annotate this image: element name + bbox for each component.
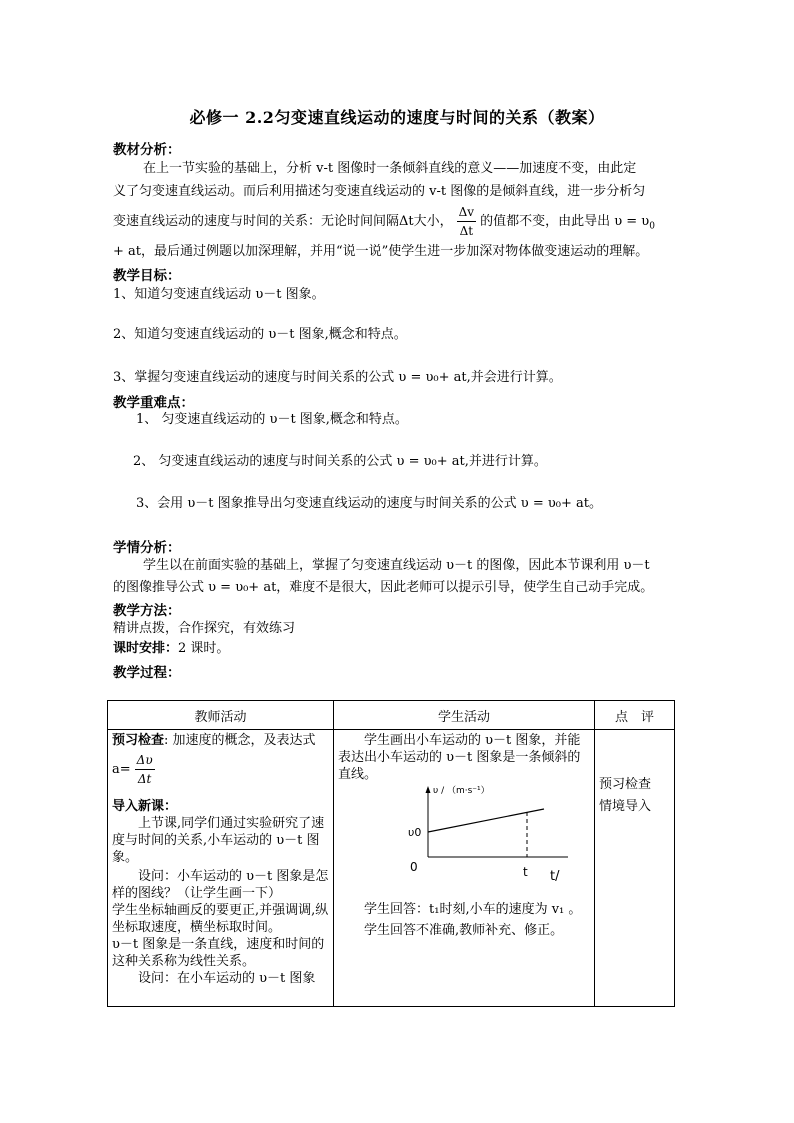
student-para-3: 学生回答不准确,教师补充、修正。	[364, 923, 564, 938]
header-teacher: 教师活动	[108, 701, 334, 730]
y-axis-label: υ / （m·s⁻¹）	[433, 786, 490, 796]
key-point-3: 3、会用 υ－t 图象推导出匀变速直线运动的速度与时间关系的公式 υ = υ₀+ at。	[136, 496, 602, 511]
analysis-line-3	[113, 203, 683, 245]
analysis-subscript: 0	[649, 221, 655, 232]
header-comment: 点 评	[595, 701, 675, 730]
teacher-para-4: υ－t 图象是一条直线，速度和时间的这种关系称为线性关系。	[112, 937, 325, 969]
key-point-2: 2、 匀变速直线运动的速度与时间关系的公式 υ = υ₀+ at,并进行计算。	[133, 454, 547, 469]
teacher-para-5: 设问：在小车运动的 υ－t 图象	[138, 971, 316, 986]
teacher-para-3: 学生坐标轴画反的要更正,并强调调,纵坐标取速度，横坐标取时间。	[112, 903, 329, 935]
heading-analysis: 教材分析：	[113, 142, 181, 158]
v0-label: υ0	[408, 826, 422, 839]
t-tick-label: t	[523, 865, 528, 879]
heading-method: 教学方法：	[113, 603, 181, 619]
students-line-1: 学生以在前面实验的基础上，掌握了匀变速直线运动 υ－t 的图像，因此本节课利用 υ－t	[143, 558, 650, 573]
header-student: 学生活动	[334, 701, 595, 730]
y-axis-arrow	[426, 786, 431, 793]
delta-v-over-delta-t	[457, 203, 476, 240]
intro-heading	[112, 798, 329, 815]
formula-a: a=	[112, 762, 131, 777]
intro-colon: ：	[164, 799, 178, 814]
analysis-line-3b: 的值都不变，由此导出 υ = υ	[480, 214, 650, 229]
heading-process: 教学过程：	[113, 665, 181, 681]
goal-3: 3、掌握匀变速直线运动的速度与时间关系的公式 υ = υ₀+ at,并会进行计算。	[113, 370, 562, 385]
analysis-line-3a: 变速直线运动的速度与时间的关系：无论时间间隔Δt大小，	[113, 214, 453, 229]
acceleration-formula	[112, 751, 329, 788]
teacher-para-1: 上节课,同学们通过实验研究了速度与时间的关系,小车运动的 υ－t 图象。	[112, 816, 325, 865]
goal-1: 1、知道匀变速直线运动 υ－t 图象。	[113, 287, 325, 302]
formula-denominator: Δt	[137, 772, 152, 786]
hours-line	[113, 637, 683, 661]
student-para-1: 学生画出小车运动的 υ－t 图象，并能表达出小车运动的 υ－t 图象是一条倾斜的直线。	[338, 733, 581, 782]
analysis-line-1: 在上一节实验的基础上，分析 v-t 图像时一条倾斜直线的意义——加速度不变，由此定	[143, 161, 637, 176]
table-row	[108, 730, 675, 1007]
preview-label: 预习检查	[112, 733, 165, 748]
comment-1: 预习检查	[599, 777, 652, 792]
comment-2: 情境导入	[599, 799, 652, 814]
fraction-denominator: Δt	[459, 224, 474, 238]
intro-label: 导入新课	[112, 799, 165, 814]
heading-hours: 课时安排：	[113, 641, 179, 656]
heading-students: 学情分析：	[113, 540, 181, 556]
formula-fraction	[135, 751, 155, 788]
page-title: 必修一 2.2匀变速直线运动的速度与时间的关系（教案）	[189, 108, 605, 127]
analysis-line-4: + at，最后通过例题以加深理解，并用“说一说”使学生进一步加深对物体做变速运动的理解。	[113, 244, 649, 259]
x-axis-label: t/	[550, 869, 560, 883]
analysis-line-2: 义了匀变速直线运动。而后利用描述匀变速直线运动的 v-t 图像的是倾斜直线，进一步分析匀	[113, 184, 646, 199]
formula-numerator: Δυ	[135, 751, 155, 770]
comment-cell	[595, 730, 675, 1007]
teacher-cell	[108, 730, 334, 1007]
hours-text: 2 课时。	[178, 641, 230, 656]
table-header-row	[108, 701, 675, 730]
teacher-para-2: 设问：小车运动的 υ－t 图象是怎样的图线？（让学生画一下）	[112, 869, 329, 901]
method-text: 精讲点拨，合作探究，有效练习	[113, 621, 296, 636]
preview-check	[112, 730, 329, 749]
preview-text: : 加速度的概念，及表达式	[164, 733, 316, 748]
goal-2: 2、知道匀变速直线运动的 υ－t 图象,概念和特点。	[113, 327, 407, 342]
heading-key-points: 教学重难点：	[113, 395, 194, 411]
heading-goals: 教学目标：	[113, 268, 181, 284]
vt-graph	[390, 783, 590, 883]
student-cell	[334, 730, 595, 1007]
key-point-1: 1、 匀变速直线运动的 υ－t 图象,概念和特点。	[136, 412, 408, 427]
student-para-2: 学生回答：t₁时刻,小车的速度为 v₁ 。	[364, 902, 582, 917]
process-table	[107, 700, 675, 1007]
fraction-numerator: Δv	[457, 203, 476, 222]
students-line-2: 的图像推导公式 υ = υ₀+ at，难度不是很大，因此老师可以提示引导，使学生自己动手完成。	[113, 580, 654, 595]
origin-label: 0	[410, 860, 418, 874]
